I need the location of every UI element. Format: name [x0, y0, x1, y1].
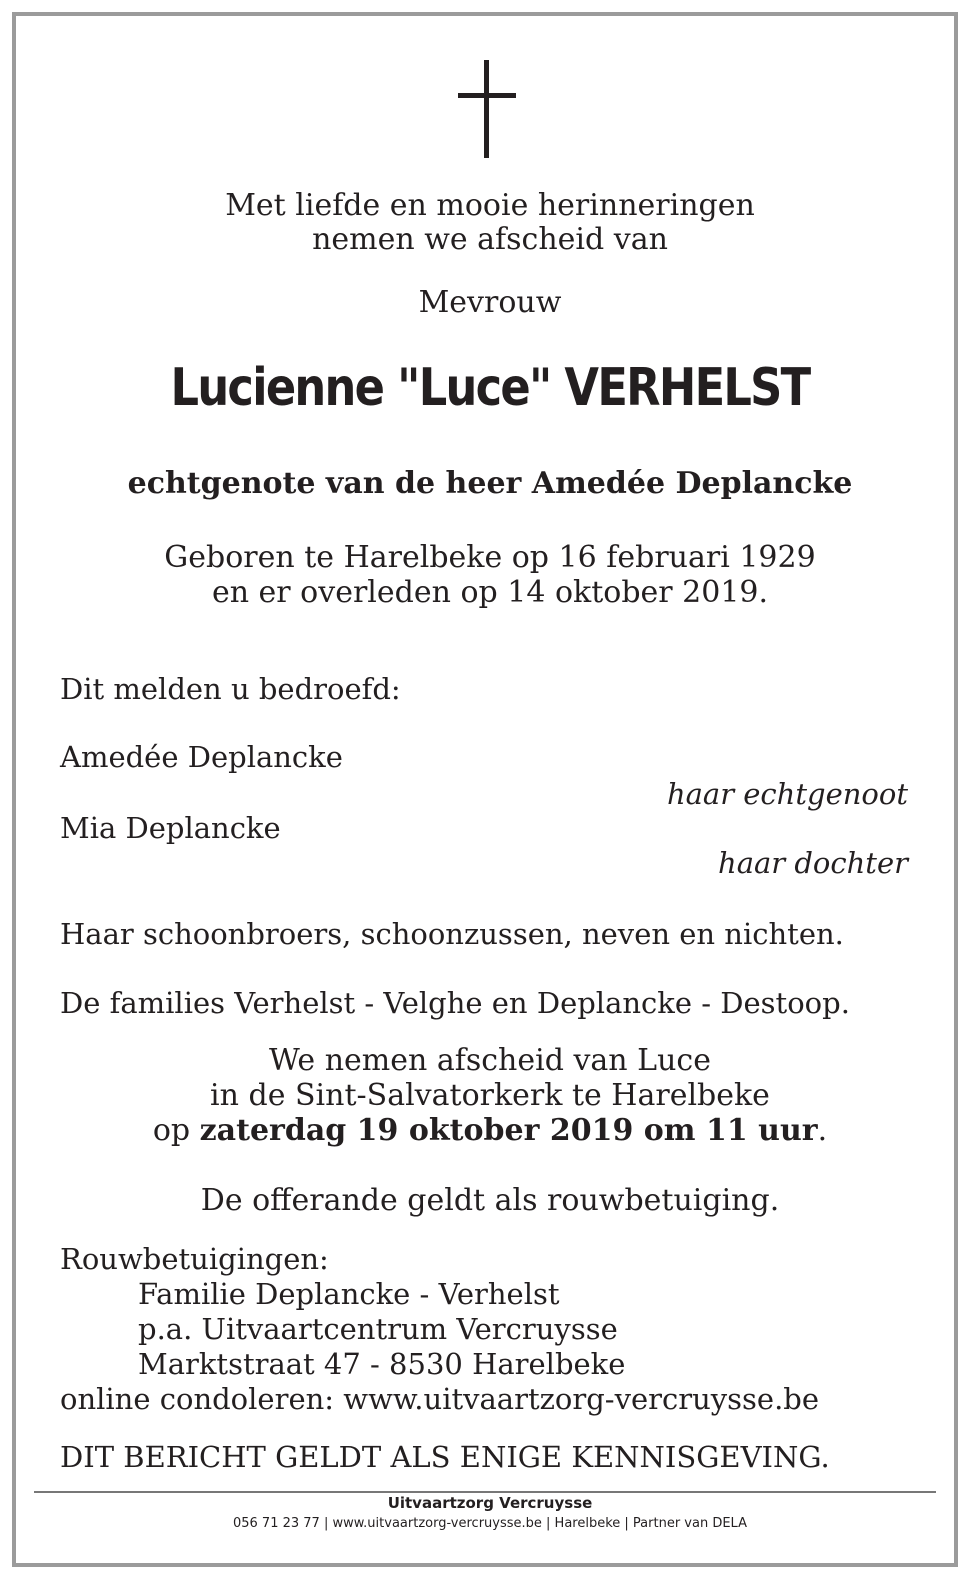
footer-details: 056 71 23 77 | www.uitvaartzorg-vercruysse.be | Harelbeke | Partner van DELA: [232, 1516, 747, 1531]
footer-divider: [34, 1491, 936, 1493]
ceremony-line-1: We nemen afscheid van Luce: [269, 1043, 711, 1078]
relative-relation: haar echtgenoot: [666, 777, 908, 811]
footer-company: Uitvaartzorg Vercruysse: [387, 1494, 593, 1512]
death-line: en er overleden op 14 oktober 2019.: [211, 575, 769, 610]
spouse-line: echtgenote van de heer Amedée Deplancke: [127, 466, 853, 501]
ceremony-line-3: op zaterdag 19 oktober 2019 om 11 uur.: [152, 1113, 828, 1148]
online-condolences: online condoleren: www.uitvaartzorg-vercruysse.be: [60, 1382, 820, 1416]
ceremony-line-2: in de Sint-Salvatorkerk te Harelbeke: [210, 1078, 770, 1113]
condolences-label: Rouwbetuigingen:: [60, 1242, 329, 1276]
relative-relation: haar dochter: [718, 846, 908, 880]
announce-intro: Dit melden u bedroefd:: [60, 672, 401, 706]
intro-line-2: nemen we afscheid van: [312, 222, 668, 257]
relative-name: Mia Deplancke: [60, 811, 281, 845]
deceased-name: Lucienne "Luce" VERHELST: [170, 358, 810, 418]
address-line: Marktstraat 47 - 8530 Harelbeke: [138, 1347, 626, 1381]
family-line: De families Verhelst - Velghe en Deplancke - Destoop.: [60, 986, 850, 1020]
intro-line-1: Met liefde en mooie herinneringen: [225, 188, 755, 223]
notice: DIT BERICHT GELDT ALS ENIGE KENNISGEVING.: [60, 1440, 830, 1474]
cross-icon: [458, 60, 516, 160]
ceremony-date: zaterdag 19 oktober 2019 om 11 uur: [199, 1113, 818, 1148]
offering-note: De offerande geldt als rouwbetuiging.: [200, 1183, 780, 1218]
address-line: Familie Deplancke - Verhelst: [138, 1277, 560, 1311]
relative-name: Amedée Deplancke: [60, 740, 343, 774]
title-prefix: Mevrouw: [418, 285, 562, 320]
birth-line: Geboren te Harelbeke op 16 februari 1929: [164, 540, 816, 575]
address-line: p.a. Uitvaartcentrum Vercruysse: [138, 1312, 618, 1346]
family-line: Haar schoonbroers, schoonzussen, neven en nichten.: [60, 917, 844, 951]
